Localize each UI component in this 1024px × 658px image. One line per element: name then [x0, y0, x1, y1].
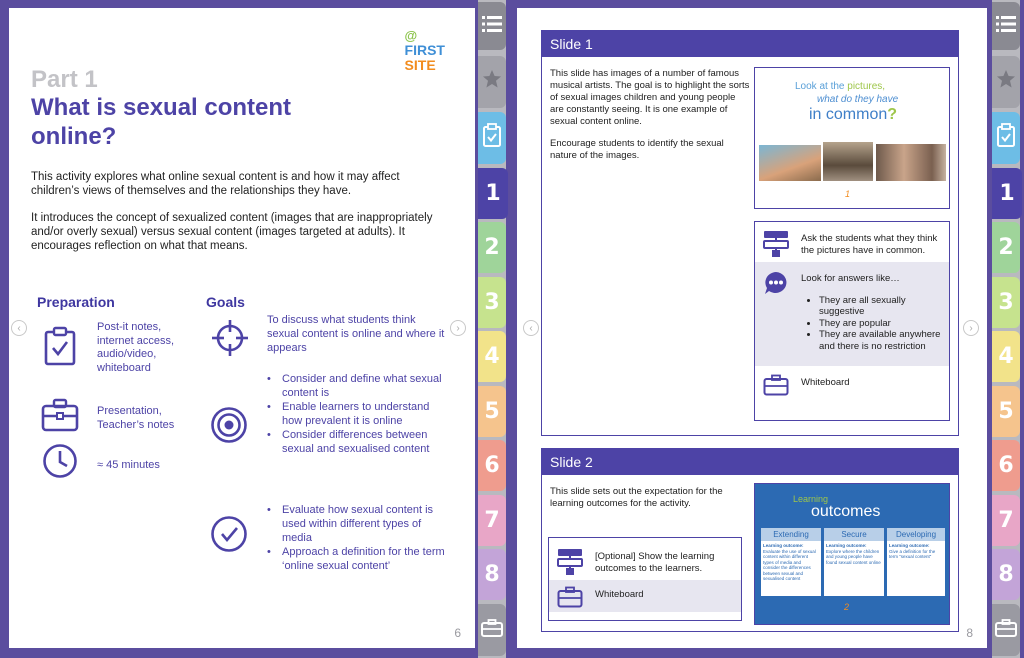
- briefcase-icon: [763, 374, 789, 396]
- slide-1-panel: [541, 30, 959, 436]
- slide-2-heading: Slide 2: [542, 449, 958, 475]
- flowchart-icon: [557, 548, 583, 576]
- slide-1-instructions: [754, 221, 950, 421]
- tab-resources[interactable]: [478, 604, 506, 656]
- briefcase-icon: [557, 586, 583, 608]
- slide-number: 1: [845, 189, 851, 199]
- slide-1-text: Encourage students to identify the sexual nature of the images.: [550, 138, 724, 161]
- goals-heading: Goals: [206, 294, 245, 310]
- chapter-tabs-left: [478, 0, 506, 658]
- page-number: 6: [454, 626, 461, 640]
- left-page: [9, 8, 475, 648]
- tab-label: 5: [998, 399, 1014, 424]
- tab-clipboard-check[interactable]: [478, 112, 506, 164]
- outcome-card: Extending Learning outcome: Evaluate the use of sexual content within different types of media and consider the differences between sexual and sexualised content: [761, 528, 821, 596]
- tab-chapter-1[interactable]: [992, 168, 1022, 219]
- briefcase-icon: [995, 618, 1017, 643]
- tab-chapter-2[interactable]: [992, 222, 1020, 273]
- page-title: What is sexual content online?: [31, 94, 292, 150]
- instruction-ask: Ask the students what they think the pictures have in common.: [755, 222, 949, 262]
- crosshair-icon: [210, 318, 250, 358]
- tab-chapter-4[interactable]: [478, 331, 506, 382]
- tab-label: 2: [484, 235, 500, 260]
- next-page-button[interactable]: [963, 320, 979, 336]
- list-item: • Approach a definition for the term ‘online sexual content’: [267, 545, 447, 573]
- page-number: 8: [966, 626, 973, 640]
- intro-paragraph: This activity explores what online sexual content is and how it may affect children’s views of themselves and the relationships they have.: [31, 171, 400, 197]
- list-item: • They are all sexually suggestive: [819, 295, 943, 318]
- list-item: • They are popular: [819, 318, 943, 330]
- instruction-look-for: Look for answers like… • They are all sexually suggestive • They are popular • They are available anywhere and there is no restriction: [755, 262, 949, 366]
- briefcase-icon: [41, 398, 79, 432]
- list-item: • Consider differences between sexual and sexualised content: [267, 428, 447, 456]
- star-icon: [996, 69, 1016, 95]
- slide-2-text: This slide sets out the expectation for the learning outcomes for the activity.: [550, 486, 723, 509]
- goal-list-define: [267, 372, 447, 456]
- tab-chapter-4[interactable]: [992, 331, 1020, 382]
- slide-2-instructions: [548, 537, 742, 621]
- check-circle-icon: [210, 515, 248, 553]
- tab-label: 7: [998, 508, 1014, 533]
- tab-chapter-3[interactable]: [478, 277, 506, 328]
- chapter-tabs-right: [992, 0, 1020, 658]
- goal-list-evaluate: [267, 503, 447, 573]
- tab-label: 2: [998, 235, 1014, 260]
- preparation-duration: ≈ 45 minutes: [97, 459, 160, 471]
- chevron-right-icon: ›: [456, 322, 460, 334]
- clock-icon: [42, 443, 78, 479]
- tab-label: 5: [484, 399, 500, 424]
- preparation-materials: Post-it notes, internet access, audio/video, whiteboard: [97, 321, 175, 374]
- tab-chapter-1[interactable]: [478, 168, 508, 219]
- slide-1-notes: [550, 68, 750, 172]
- tab-label: 4: [998, 344, 1014, 369]
- tab-chapter-7[interactable]: [478, 495, 506, 546]
- tab-label: 3: [998, 290, 1014, 315]
- intro-paragraph: It introduces the concept of sexualized content (images that are inappropriately and/or overly sexual) versus sexual content (images targeted at adults). It encourages reflection on what that means.: [31, 212, 433, 252]
- intro-text: [31, 170, 451, 266]
- target-icon: [210, 406, 248, 444]
- slide-1-text: This slide has images of a number of famous musical artists. The goal is to highlight the sorts of sexual images children and young people are constantly seeing. It is one example of sexual content online.: [550, 68, 750, 127]
- tab-chapter-2[interactable]: [478, 222, 506, 273]
- tab-chapter-6[interactable]: [992, 440, 1020, 491]
- slide-1-heading: Slide 1: [542, 31, 958, 57]
- tab-star[interactable]: [478, 56, 506, 108]
- tab-chapter-6[interactable]: [478, 440, 506, 491]
- tab-chapter-5[interactable]: [478, 386, 506, 437]
- star-icon: [482, 69, 502, 95]
- toc-list-icon: [482, 14, 502, 39]
- briefcase-icon: [481, 618, 503, 643]
- toc-list-icon: [996, 14, 1016, 39]
- clipboard-check-icon: [482, 123, 502, 153]
- prev-page-button[interactable]: [523, 320, 539, 336]
- tab-label: 7: [484, 508, 500, 533]
- artist-photo-3: [876, 144, 946, 181]
- tab-chapter-3[interactable]: [992, 277, 1020, 328]
- tab-label: 8: [998, 562, 1014, 587]
- chevron-left-icon: ‹: [17, 322, 21, 334]
- list-item: • Enable learners to understand how prevalent it is online: [267, 400, 447, 428]
- flowchart-icon: [763, 230, 789, 258]
- artist-photo-2: [823, 142, 873, 181]
- tab-chapter-5[interactable]: [992, 386, 1020, 437]
- goal-discuss: To discuss what students think sexual content is online and where it appears: [267, 314, 445, 354]
- tab-chapter-8[interactable]: [992, 549, 1020, 600]
- tab-label: 6: [484, 453, 500, 478]
- chevron-right-icon: ›: [969, 322, 973, 334]
- prev-page-button[interactable]: [11, 320, 27, 336]
- list-item: • Evaluate how sexual content is used within different types of media: [267, 503, 447, 545]
- list-item: • Consider and define what sexual content is: [267, 372, 447, 400]
- slide-2-thumbnail[interactable]: Learning outcomes Extending Learning outcome: Evaluate the use of sexual content within different types of media and consider the differences between sexual and sexualised content Secure Learning outcome: Explore where the children and young people have found sexual content online Developing Learning outcome: Give a definition for the term “sexual content” 2: [754, 483, 950, 625]
- tab-label: 4: [484, 344, 500, 369]
- tab-resources[interactable]: [992, 604, 1020, 656]
- tab-label: 3: [484, 290, 500, 315]
- tab-toc-list[interactable]: [992, 2, 1020, 50]
- instruction-show: [Optional] Show the learning outcomes to the learners.: [549, 538, 741, 580]
- instruction-whiteboard: Whiteboard: [755, 366, 949, 400]
- artist-photo-1: [759, 145, 821, 181]
- tab-label: 1: [999, 181, 1015, 206]
- tab-label: 8: [484, 562, 500, 587]
- slide-2-panel: [541, 448, 959, 632]
- tab-star[interactable]: [992, 56, 1020, 108]
- slide-number: 2: [844, 602, 850, 612]
- list-item: • They are available anywhere and there is no restriction: [819, 329, 943, 352]
- clipboard-check-icon: [43, 326, 77, 366]
- preparation-resources: Presentation, Teacher’s notes: [97, 405, 175, 431]
- part-label: Part 1: [31, 66, 98, 93]
- slide-1-thumbnail[interactable]: Look at the pictures, what do they have in common? 1: [754, 67, 950, 209]
- tab-chapter-8[interactable]: [478, 549, 506, 600]
- outcome-card: Developing Learning outcome: Give a definition for the term “sexual content”: [887, 528, 945, 596]
- preparation-heading: Preparation: [37, 294, 115, 310]
- outcome-card: Secure Learning outcome: Explore where the children and young people have found sexual content online: [824, 528, 884, 596]
- next-page-button[interactable]: [450, 320, 466, 336]
- clipboard-check-icon: [996, 123, 1016, 153]
- tab-label: 6: [998, 453, 1014, 478]
- tab-chapter-7[interactable]: [992, 495, 1020, 546]
- first-site-logo: @ FIRST SITE: [404, 28, 445, 73]
- tab-label: 1: [485, 181, 501, 206]
- tab-toc-list[interactable]: [478, 2, 506, 50]
- speech-bubble-icon: [763, 270, 789, 296]
- right-page: [517, 8, 987, 648]
- instruction-whiteboard: Whiteboard: [549, 580, 741, 612]
- tab-clipboard-check[interactable]: [992, 112, 1020, 164]
- chevron-left-icon: ‹: [529, 322, 533, 334]
